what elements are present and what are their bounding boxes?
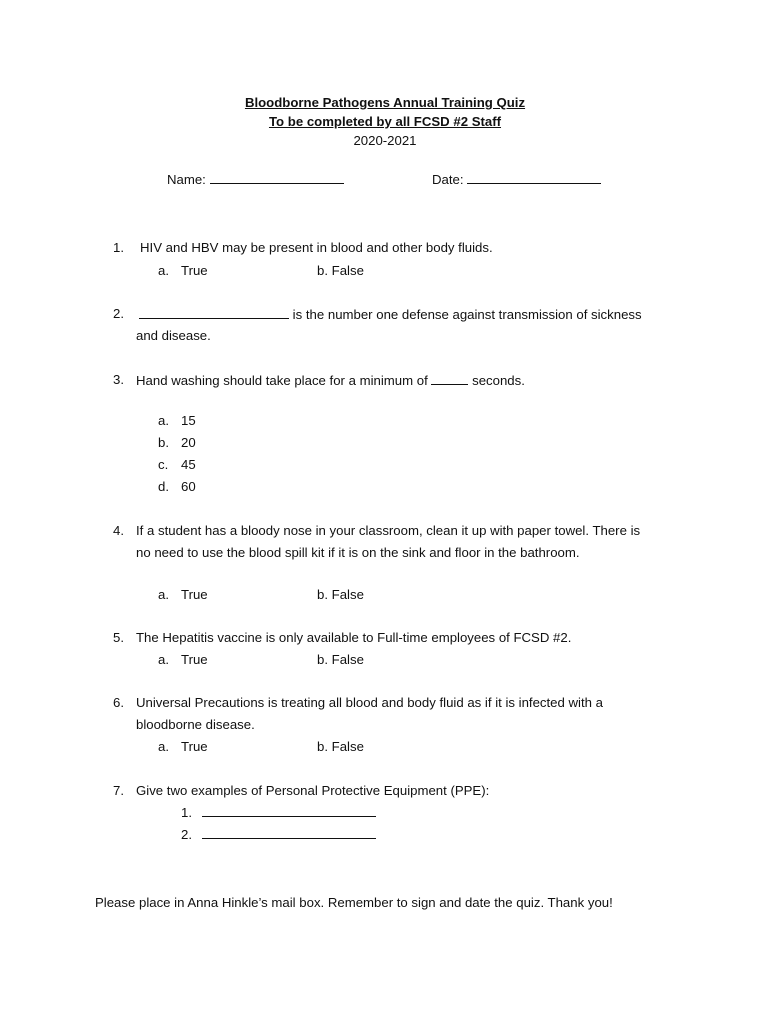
question-text-line (136, 372, 525, 389)
question-text-end: seconds. (472, 373, 525, 388)
option-marker: b. (317, 587, 328, 602)
question-number: 4. (113, 523, 124, 538)
quiz-subtitle: To be completed by all FCSD #2 Staff (268, 114, 502, 129)
option-text: False (331, 263, 364, 278)
option-marker: b. (317, 652, 328, 667)
option-text: False (331, 652, 364, 667)
question-text-line (139, 306, 642, 323)
ppe-answer-1 (181, 804, 376, 821)
option-text: False (331, 739, 364, 754)
name-label: Name: (167, 172, 206, 187)
question-text-cont: and disease. (136, 328, 211, 343)
question-text: Hand washing should take place for a minimum of (136, 373, 428, 388)
question-text: If a student has a bloody nose in your classroom, clean it up with paper towel. There is (136, 523, 641, 538)
question-text: Give two examples of Personal Protective Equipment (PPE): (136, 783, 490, 798)
option-marker: a. (158, 413, 169, 428)
date-blank[interactable] (467, 171, 601, 184)
option-marker: d. (158, 479, 169, 494)
date-label: Date: (432, 172, 464, 187)
question-number: 6. (113, 695, 124, 710)
option-false (317, 587, 364, 603)
question-number: 2. (113, 306, 124, 321)
question-text-cont: no need to use the blood spill kit if it is on the sink and floor in the bathroom. (136, 545, 580, 560)
question-number: 5. (113, 630, 124, 645)
option-true: True (181, 263, 208, 278)
option-text: 45 (181, 457, 196, 472)
answer-blank[interactable] (202, 804, 376, 817)
option-true: True (181, 739, 208, 754)
question-text: The Hepatitis vaccine is only available to Full-time employees of FCSD #2. (136, 630, 572, 645)
question-text-cont: bloodborne disease. (136, 717, 255, 732)
question-number: 3. (113, 372, 124, 387)
name-blank[interactable] (210, 171, 344, 184)
option-marker: a. (158, 652, 169, 667)
question-text: Universal Precautions is treating all blood and body fluid as if it is infected with a (136, 695, 603, 710)
option-false (317, 652, 364, 668)
question-text: is the number one defense against transmission of sickness (292, 307, 642, 322)
option-true: True (181, 652, 208, 667)
question-number: 1. (113, 240, 124, 255)
ppe-answer-2 (181, 826, 376, 843)
option-marker: b. (317, 263, 328, 278)
school-year: 2020-2021 (353, 133, 417, 148)
option-marker: a. (158, 739, 169, 754)
option-marker: b. (317, 739, 328, 754)
option-false (317, 739, 364, 755)
option-marker: a. (158, 587, 169, 602)
option-text: 15 (181, 413, 196, 428)
question-text: HIV and HBV may be present in blood and other body fluids. (140, 240, 493, 255)
option-marker: b. (158, 435, 169, 450)
answer-marker: 2. (181, 827, 192, 842)
option-text: False (331, 587, 364, 602)
quiz-title: Bloodborne Pathogens Annual Training Quiz (244, 95, 526, 110)
option-text: 60 (181, 479, 196, 494)
answer-marker: 1. (181, 805, 192, 820)
option-true: True (181, 587, 208, 602)
option-marker: c. (158, 457, 169, 472)
question-number: 7. (113, 783, 124, 798)
date-field[interactable] (432, 171, 601, 188)
option-text: 20 (181, 435, 196, 450)
name-field[interactable] (167, 171, 344, 188)
option-false (317, 263, 364, 279)
answer-blank[interactable] (139, 306, 289, 319)
answer-blank[interactable] (431, 372, 468, 385)
footer-instructions: Please place in Anna Hinkle’s mail box. Remember to sign and date the quiz. Thank you! (95, 895, 613, 910)
option-marker: a. (158, 263, 169, 278)
answer-blank[interactable] (202, 826, 376, 839)
